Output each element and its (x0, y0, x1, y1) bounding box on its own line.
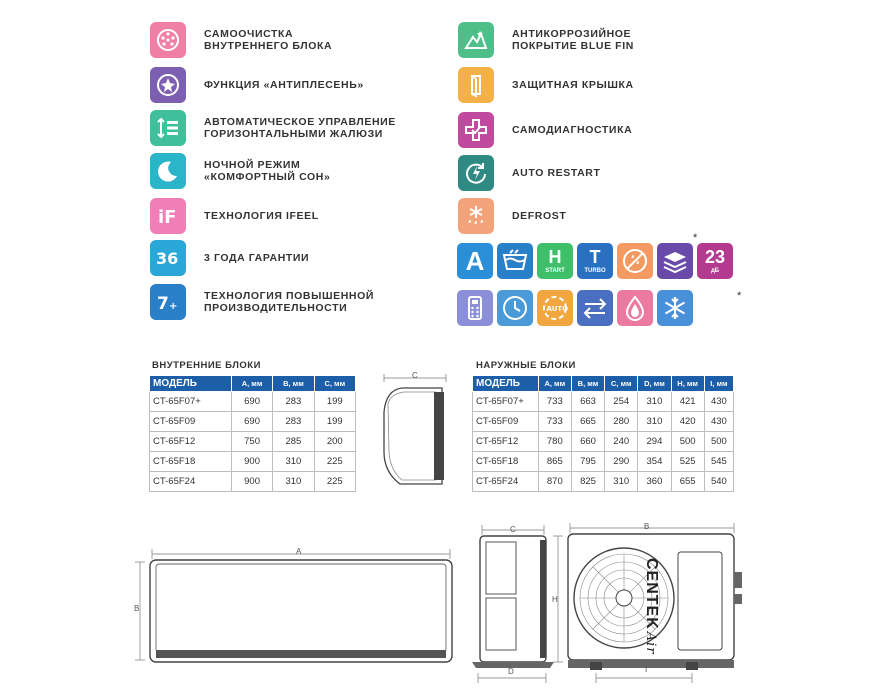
table-row (150, 472, 356, 492)
cell-value: 199 (314, 392, 355, 412)
cell-value: 750 (231, 432, 272, 452)
cell-value: 663 (571, 392, 604, 412)
table-row (150, 452, 356, 472)
col-header-dim: A, мм (231, 376, 272, 392)
class-a-icon (457, 243, 493, 279)
cell-model: CT-65F07+ (473, 392, 539, 412)
feature-cover (458, 67, 634, 103)
cell-value: 540 (704, 472, 733, 492)
svg-text:z: z (168, 165, 172, 172)
cell-value: 430 (704, 412, 733, 432)
self-clean-icon (150, 22, 186, 58)
cell-model: CT-65F24 (150, 472, 232, 492)
cell-value: 360 (638, 472, 671, 492)
cell-value: 283 (273, 392, 314, 412)
anti-mold-icon (150, 67, 186, 103)
outdoor-table-title: НАРУЖНЫЕ БЛОКИ (476, 360, 576, 371)
badge-text: A (465, 246, 485, 276)
cell-value: 200 (314, 432, 355, 452)
cell-value: 660 (571, 432, 604, 452)
no-drip-icon (617, 243, 653, 279)
col-header-dim: B, мм (571, 376, 604, 392)
cell-value: 225 (314, 472, 355, 492)
auto-mode-icon (537, 290, 573, 326)
cell-value: 690 (231, 392, 272, 412)
cell-value: 665 (571, 412, 604, 432)
table-header-row (150, 376, 356, 392)
feature-label: ЗАЩИТНАЯ КРЫШКА (512, 79, 634, 91)
moon-icon (150, 153, 186, 189)
cell-value: 285 (273, 432, 314, 452)
dim-b-label-indoor: B (134, 604, 140, 613)
col-header-model: МОДЕЛЬ (473, 376, 539, 392)
badge-subtext: дБ (710, 268, 720, 274)
cell-value: 420 (671, 412, 704, 432)
badge-subtext: START (545, 268, 565, 274)
table-row (473, 452, 734, 472)
cell-model: CT-65F09 (473, 412, 539, 432)
feature-blue-fin (458, 22, 634, 58)
dim-h-label-outdoor: H (552, 595, 558, 604)
table-row (473, 392, 734, 412)
dim-b-label-outdoor: B (644, 522, 650, 531)
cell-value: 500 (671, 432, 704, 452)
cell-value: 294 (638, 432, 671, 452)
table-row (473, 412, 734, 432)
col-header-dim: A, мм (538, 376, 571, 392)
h-start-icon (537, 243, 573, 279)
col-header-dim: C, мм (314, 376, 355, 392)
cell-value: 900 (231, 452, 272, 472)
star-note-1: * (693, 232, 698, 244)
defrost-icon (458, 198, 494, 234)
feature-defrost (458, 198, 566, 234)
cell-value: 655 (671, 472, 704, 492)
feature-performance-7 (150, 284, 374, 320)
cell-model: CT-65F07+ (150, 392, 232, 412)
cell-model: CT-65F09 (150, 412, 232, 432)
col-header-dim: D, мм (638, 376, 671, 392)
cell-value: 865 (538, 452, 571, 472)
cell-value: 733 (538, 392, 571, 412)
svg-text:iF: iF (158, 207, 177, 228)
cell-model: CT-65F18 (473, 452, 539, 472)
feature-label: ТЕХНОЛОГИЯ ПОВЫШЕННОЙ ПРОИЗВОДИТЕЛЬНОСТИ (204, 290, 375, 314)
feature-label: САМОДИАГНОСТИКА (512, 124, 633, 136)
feature-label: ФУНКЦИЯ «АНТИПЛЕСЕНЬ» (204, 79, 364, 91)
remote-icon (457, 290, 493, 326)
cell-value: 310 (638, 412, 671, 432)
cell-value: 310 (273, 452, 314, 472)
outdoor-table (472, 375, 734, 492)
feature-anti-mold (150, 67, 364, 103)
dim-c-label-outdoor: C (510, 525, 516, 534)
feature-self-clean (150, 22, 332, 58)
feature-label: НОЧНОЙ РЕЖИМ «КОМФОРТНЫЙ СОН» (204, 159, 331, 183)
cover-icon (458, 67, 494, 103)
cell-value: 500 (704, 432, 733, 452)
swap-arrows-icon (577, 290, 613, 326)
indoor-front-drawing (132, 548, 462, 668)
cell-value: 225 (314, 452, 355, 472)
badge-text: T (589, 247, 601, 267)
col-header-model: МОДЕЛЬ (150, 376, 232, 392)
wash-icon (497, 243, 533, 279)
badge-subtext: TURBO (584, 268, 606, 274)
cell-model: CT-65F18 (150, 452, 232, 472)
feature-label: DEFROST (512, 210, 567, 222)
indoor-table (149, 375, 356, 492)
t-turbo-icon (577, 243, 613, 279)
col-header-dim: B, мм (273, 376, 314, 392)
svg-text:36: 36 (156, 249, 179, 268)
louver-icon (150, 110, 186, 146)
svg-text:+: + (169, 301, 178, 312)
cell-value: 780 (538, 432, 571, 452)
cell-model: CT-65F12 (150, 432, 232, 452)
table-row (150, 412, 356, 432)
feature-louver (150, 110, 396, 146)
outdoor-side-drawing (470, 524, 560, 690)
brand-script: Air (643, 631, 658, 655)
noise-23db-icon (697, 243, 733, 279)
blue-fin-icon (458, 22, 494, 58)
dim-a-label-indoor: A (296, 547, 302, 556)
ifeel-icon (150, 198, 186, 234)
diagnostic-icon (458, 112, 494, 148)
drop-icon (617, 290, 653, 326)
svg-text:AUTO: AUTO (546, 305, 569, 313)
layers-icon (657, 243, 693, 279)
cell-value: 254 (605, 392, 638, 412)
cell-value: 545 (704, 452, 733, 472)
cell-value: 283 (273, 412, 314, 432)
clock-icon (497, 290, 533, 326)
feature-ifeel (150, 198, 319, 234)
cell-value: 290 (605, 452, 638, 472)
svg-text:7: 7 (157, 294, 169, 314)
cell-model: CT-65F12 (473, 432, 539, 452)
badge-text: H (548, 247, 562, 267)
cell-value: 870 (538, 472, 571, 492)
feature-moon (150, 153, 330, 189)
feature-label: AUTO RESTART (512, 167, 601, 179)
cell-value: 525 (671, 452, 704, 472)
feature-label: АВТОМАТИЧЕСКОЕ УПРАВЛЕНИЕ ГОРИЗОНТАЛЬНЫМИ ЖАЛЮЗИ (204, 116, 396, 140)
table-row (473, 472, 734, 492)
feature-label: ТЕХНОЛОГИЯ IFEEL (204, 210, 319, 222)
star-note-2: * (737, 290, 742, 302)
dim-c-label-indoor: C (412, 371, 418, 380)
indoor-side-drawing (372, 372, 452, 492)
brand-text: CENTEK (643, 558, 660, 630)
feature-label: 3 ГОДА ГАРАНТИИ (204, 252, 310, 264)
brand-logo (636, 558, 660, 655)
cell-value: 690 (231, 412, 272, 432)
feature-auto-restart (458, 155, 600, 191)
dim-d-label-outdoor: D (508, 667, 514, 676)
table-row (473, 432, 734, 452)
col-header-dim: H, мм (671, 376, 704, 392)
auto-restart-icon (458, 155, 494, 191)
cell-value: 354 (638, 452, 671, 472)
feature-warranty-36 (150, 240, 309, 276)
feature-label: САМООЧИСТКА ВНУТРЕННЕГО БЛОКА (204, 28, 333, 52)
cell-value: 199 (314, 412, 355, 432)
cell-value: 240 (605, 432, 638, 452)
cell-value: 825 (571, 472, 604, 492)
badge-text: 23 (704, 247, 726, 267)
cell-value: 280 (605, 412, 638, 432)
cell-value: 733 (538, 412, 571, 432)
dim-i-label-outdoor: I (645, 665, 648, 674)
cell-value: 310 (638, 392, 671, 412)
table-header-row (473, 376, 734, 392)
cell-model: CT-65F24 (473, 472, 539, 492)
cell-value: 421 (671, 392, 704, 412)
cell-value: 310 (273, 472, 314, 492)
feature-diagnostic (458, 112, 632, 148)
cell-value: 900 (231, 472, 272, 492)
cell-value: 310 (605, 472, 638, 492)
warranty-36-icon (150, 240, 186, 276)
cell-value: 795 (571, 452, 604, 472)
table-row (150, 432, 356, 452)
indoor-table-title: ВНУТРЕННИЕ БЛОКИ (152, 360, 261, 371)
col-header-dim: I, мм (704, 376, 733, 392)
table-row (150, 392, 356, 412)
performance-7-icon (150, 284, 186, 320)
col-header-dim: C, мм (605, 376, 638, 392)
feature-label: АНТИКОРРОЗИЙНОЕ ПОКРЫТИЕ BLUE FIN (512, 28, 634, 52)
snowflake-icon (657, 290, 693, 326)
cell-value: 430 (704, 392, 733, 412)
